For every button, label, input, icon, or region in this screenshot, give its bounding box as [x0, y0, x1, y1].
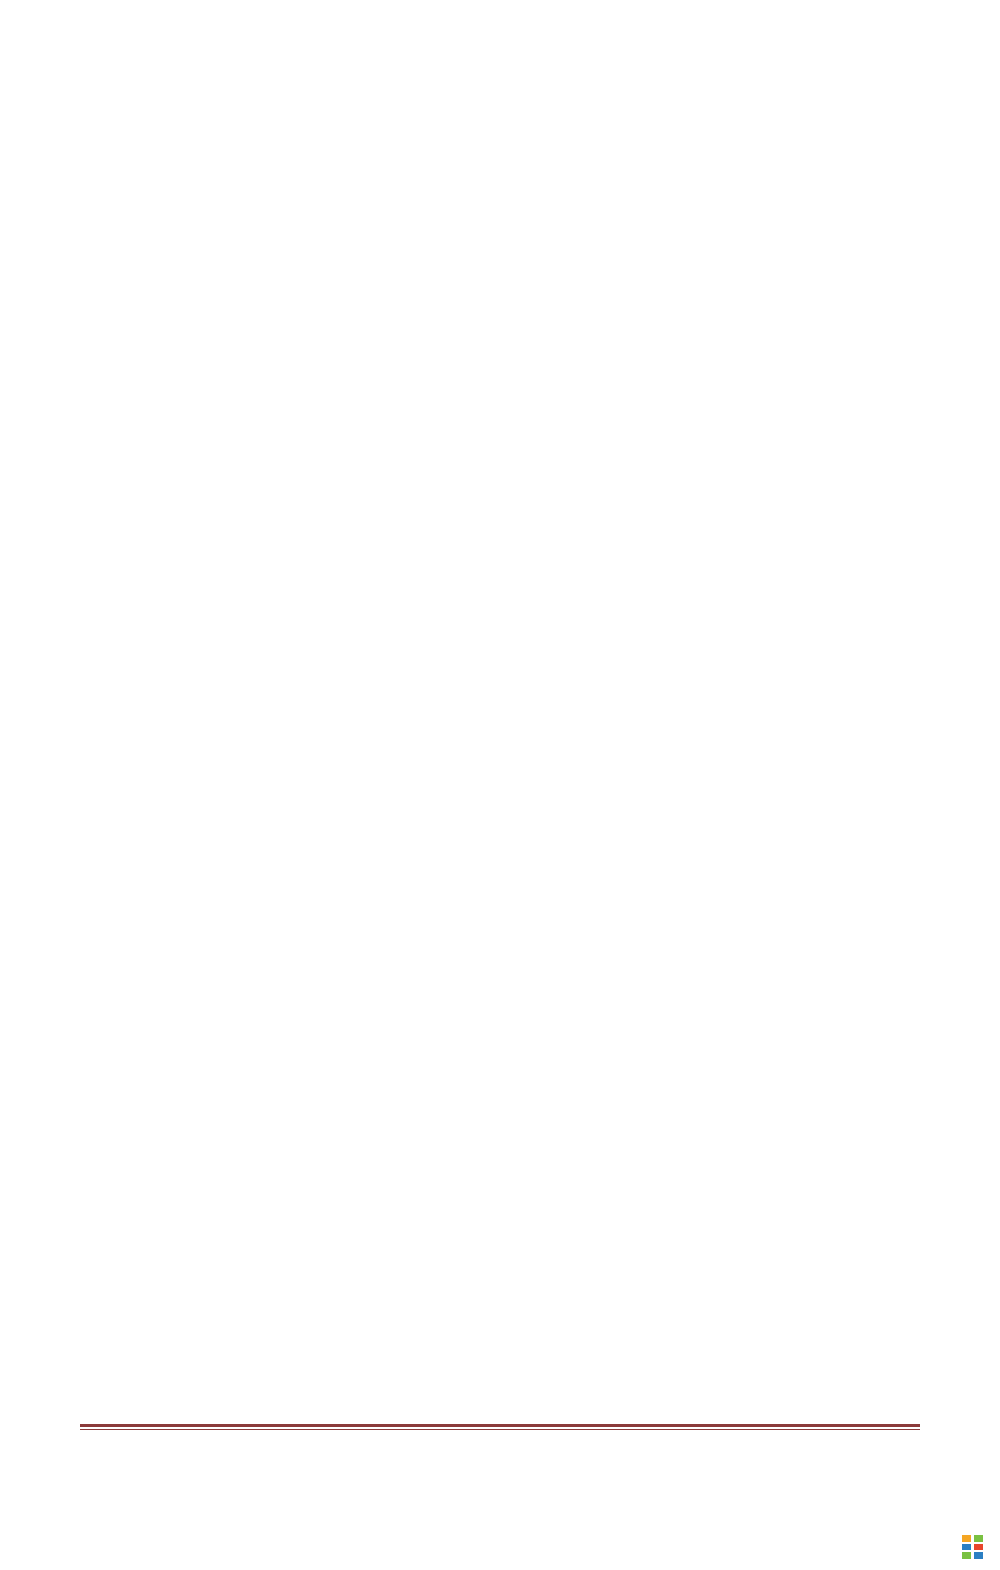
answer-option[interactable] — [104, 679, 134, 705]
answer-option[interactable] — [104, 360, 134, 386]
question-12-stem — [82, 413, 90, 439]
answer-option[interactable] — [104, 653, 134, 679]
answer-option[interactable] — [104, 387, 134, 413]
answer-option[interactable] — [104, 839, 134, 865]
question-14-stem — [82, 759, 90, 785]
answer-option[interactable] — [104, 200, 134, 226]
footer-divider — [80, 1424, 920, 1427]
answer-option[interactable] — [104, 812, 134, 838]
question-11-stem — [82, 254, 90, 280]
answer-option[interactable] — [104, 227, 134, 253]
answer-option[interactable] — [104, 307, 134, 333]
answer-option[interactable] — [104, 147, 134, 173]
answer-option[interactable] — [104, 865, 134, 891]
answer-option[interactable] — [104, 174, 134, 200]
liveworksheets-logo — [962, 1532, 988, 1562]
answer-option[interactable] — [104, 892, 134, 918]
answer-option[interactable] — [104, 546, 134, 572]
answer-option[interactable] — [104, 493, 134, 519]
answer-option[interactable] — [104, 706, 134, 732]
answer-option[interactable] — [104, 573, 134, 599]
question-10-stem — [82, 94, 90, 120]
question-13-stem — [82, 599, 90, 625]
answer-option[interactable] — [104, 333, 134, 359]
answer-option[interactable] — [104, 520, 134, 546]
footer-divider-thin — [80, 1429, 920, 1430]
answer-option[interactable] — [104, 732, 134, 758]
liveworksheets-logo-icon — [962, 1535, 984, 1559]
